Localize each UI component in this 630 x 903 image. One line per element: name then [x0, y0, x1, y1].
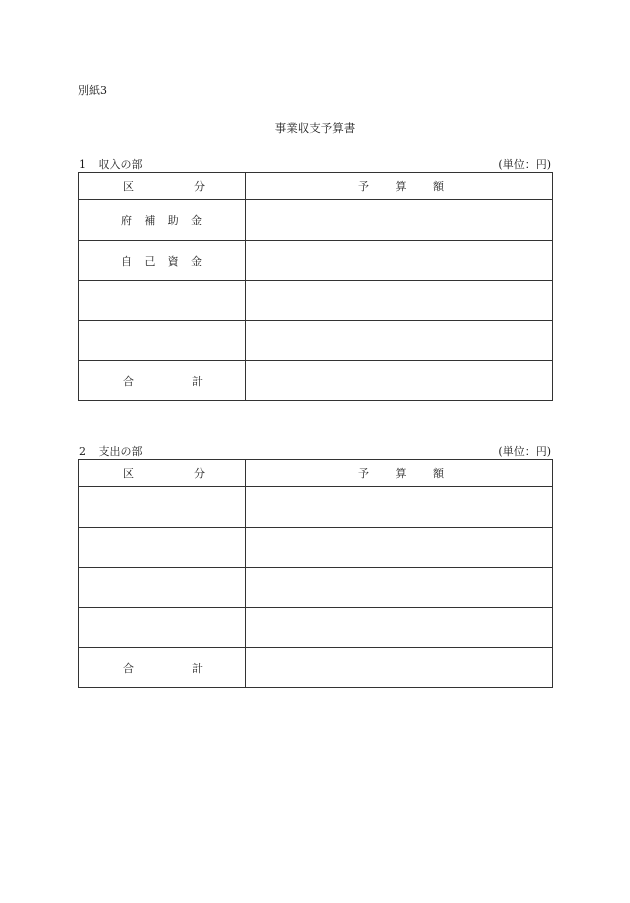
income-section-number: 1: [79, 158, 86, 171]
income-total-row: [79, 361, 553, 401]
table-row: [79, 487, 553, 528]
document-title: 事業収支予算書: [274, 121, 356, 135]
table-row: [79, 608, 553, 648]
income-section-heading: [79, 156, 143, 172]
expense-unit-label: (単位：円): [498, 445, 551, 458]
income-unit-label: (単位：円): [498, 158, 551, 171]
expense-header-category: 区 分: [79, 460, 246, 487]
expense-item-label[interactable]: [79, 528, 246, 568]
expense-total-label: 合 計: [79, 648, 246, 688]
income-header-category: 区 分: [79, 173, 246, 200]
expense-section-title: 支出の部: [98, 445, 143, 458]
income-item-label[interactable]: [79, 281, 246, 321]
table-row: [79, 568, 553, 608]
expense-item-label[interactable]: [79, 608, 246, 648]
table-row: [79, 200, 553, 241]
income-item-amount[interactable]: [246, 241, 553, 281]
table-row: [79, 241, 553, 281]
table-row: [79, 281, 553, 321]
income-section-title: 収入の部: [98, 158, 143, 171]
attachment-label: 別紙3: [78, 84, 107, 97]
income-item-amount[interactable]: [246, 200, 553, 241]
expense-item-amount[interactable]: [246, 487, 553, 528]
income-table: [78, 172, 553, 401]
income-total-label: 合 計: [79, 361, 246, 401]
expense-item-amount[interactable]: [246, 528, 553, 568]
expense-item-label[interactable]: [79, 487, 246, 528]
table-row: [79, 528, 553, 568]
expense-item-amount[interactable]: [246, 608, 553, 648]
expense-header-row: [79, 460, 553, 487]
expense-table: [78, 459, 553, 688]
expense-section-heading: [79, 443, 143, 459]
expense-item-amount[interactable]: [246, 568, 553, 608]
expense-header-amount: 予 算 額: [246, 460, 553, 487]
income-total-amount[interactable]: [246, 361, 553, 401]
expense-total-amount[interactable]: [246, 648, 553, 688]
income-item-amount[interactable]: [246, 321, 553, 361]
income-item-label: 自 己 資 金: [79, 241, 246, 281]
income-header-row: [79, 173, 553, 200]
income-item-label: 府 補 助 金: [79, 200, 246, 241]
expense-section-number: 2: [79, 445, 86, 458]
income-item-amount[interactable]: [246, 281, 553, 321]
table-row: [79, 321, 553, 361]
expense-total-row: [79, 648, 553, 688]
income-header-amount: 予 算 額: [246, 173, 553, 200]
income-item-label[interactable]: [79, 321, 246, 361]
expense-item-label[interactable]: [79, 568, 246, 608]
